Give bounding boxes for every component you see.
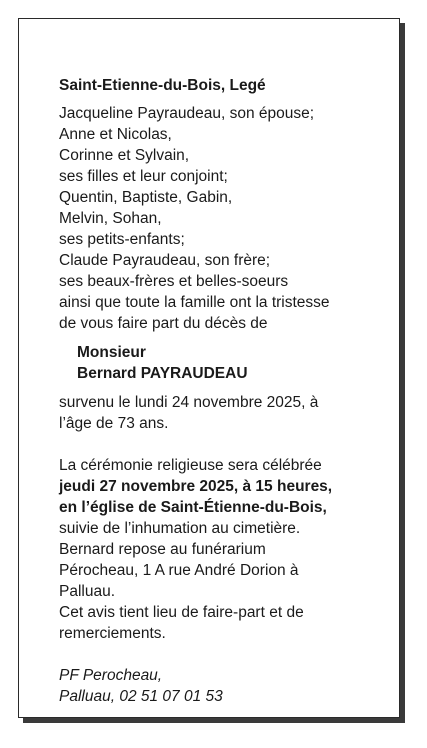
ceremony-line: Pérocheau, 1 A rue André Dorion à (59, 562, 299, 579)
ceremony-line: Bernard repose au funérarium (59, 541, 266, 558)
deceased-block (77, 342, 389, 384)
ceremony-line: suivie de l’inhumation au cimetière. (59, 520, 301, 537)
ceremony-line: Cet avis tient lieu de faire-part et de (59, 604, 304, 621)
ceremony-line: remerciements. (59, 625, 166, 642)
death-line: l’âge de 73 ans. (59, 415, 169, 432)
obituary-content (59, 55, 389, 707)
family-line: Jacqueline Payraudeau, son épouse; (59, 105, 315, 122)
family-line: Corinne et Sylvain, (59, 147, 190, 164)
death-line: survenu le lundi 24 novembre 2025, à (59, 394, 319, 411)
family-line: ainsi que toute la famille ont la tristesse (59, 294, 330, 311)
ceremony-line: Palluau. (59, 583, 116, 600)
deceased-title: Monsieur (77, 344, 146, 361)
ceremony-location: en l’église de Saint-Étienne-du-Bois, (59, 499, 327, 516)
ceremony-intro: La cérémonie religieuse sera célébrée (59, 457, 322, 474)
family-line: Claude Payraudeau, son frère; (59, 252, 271, 269)
spacer (59, 434, 389, 455)
family-line: Anne et Nicolas, (59, 126, 172, 143)
funeral-home-name: PF Perocheau, (59, 667, 163, 684)
family-line: ses petits-enfants; (59, 231, 185, 248)
death-details (59, 392, 389, 434)
place-heading: Saint-Etienne-du-Bois, Legé (59, 77, 266, 94)
family-list (59, 103, 389, 334)
family-line: Melvin, Sohan, (59, 210, 162, 227)
deceased-name: Bernard PAYRAUDEAU (77, 365, 248, 382)
family-line: de vous faire part du décès de (59, 315, 268, 332)
funeral-home-contact: Palluau, 02 51 07 01 53 (59, 688, 223, 705)
spacer (59, 644, 389, 665)
obituary-card (18, 18, 400, 718)
funeral-home-block (59, 665, 389, 707)
family-line: Quentin, Baptiste, Gabin, (59, 189, 233, 206)
family-line: ses beaux-frères et belles-soeurs (59, 273, 289, 290)
family-line: ses filles et leur conjoint; (59, 168, 228, 185)
ceremony-block (59, 455, 389, 644)
ceremony-date-time: jeudi 27 novembre 2025, à 15 heures, (59, 478, 333, 495)
